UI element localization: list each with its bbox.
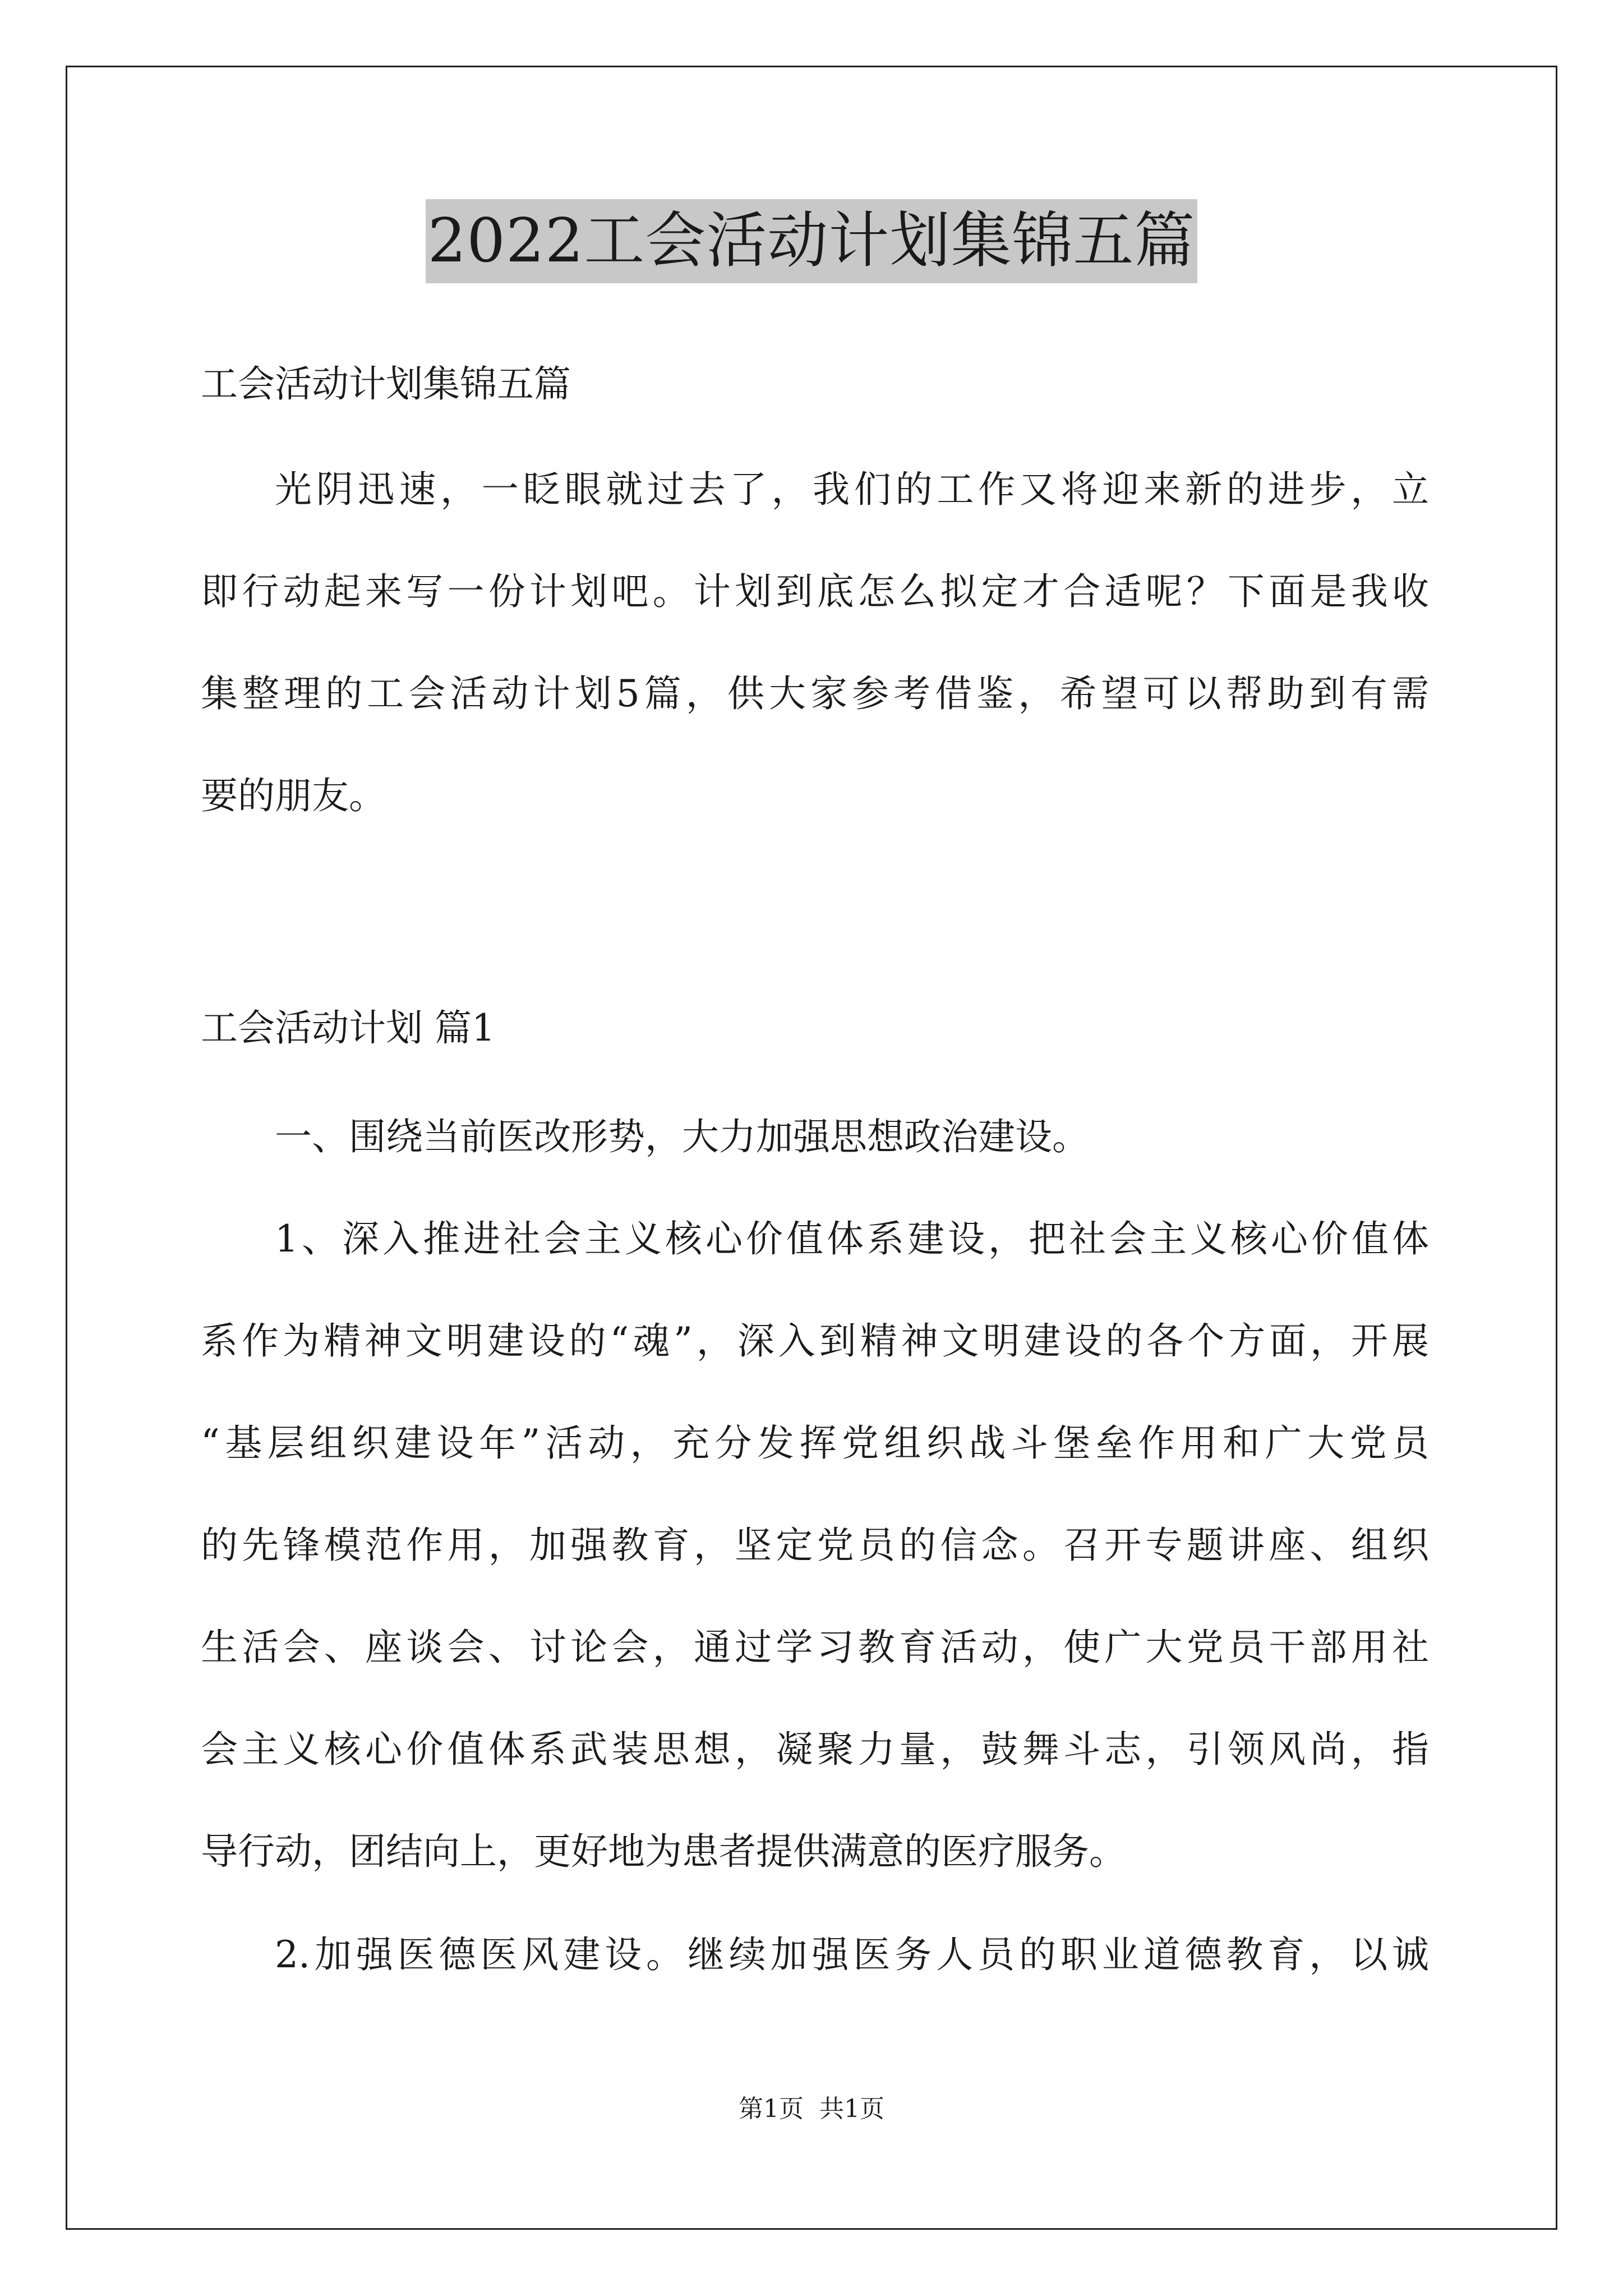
document-title: 2022工会活动计划集锦五篇 (426, 199, 1198, 283)
section-heading: 工会活动计划 篇1 (201, 1006, 495, 1050)
page-footer (0, 2092, 1623, 2126)
intro-line-3: 集整理的工会活动计划5篇，供大家参考借鉴，希望可以帮助到有需 (201, 672, 1429, 715)
intro-line-2: 即行动起来写一份计划吧。计划到底怎么拟定才合适呢？下面是我收 (201, 570, 1429, 613)
item-1-line-4: 的先锋模范作用，加强教育，坚定党员的信念。召开专题讲座、组织 (201, 1524, 1429, 1567)
item-1-line-6: 会主义核心价值体系武装思想，凝聚力量，鼓舞斗志，引领风尚，指 (201, 1728, 1429, 1771)
total-pages: 共1页 (819, 2095, 884, 2123)
document-subtitle: 工会活动计划集锦五篇 (201, 362, 571, 406)
item-1-line-2: 系作为精神文明建设的“魂”，深入到精神文明建设的各个方面，开展 (201, 1319, 1429, 1363)
intro-line-1: 光阴迅速，一眨眼就过去了，我们的工作又将迎来新的进步，立 (275, 468, 1429, 511)
item-1-line-7: 导行动，团结向上，更好地为患者提供满意的医疗服务。 (201, 1830, 1126, 1873)
item-1-line-5: 生活会、座谈会、讨论会，通过学习教育活动，使广大党员干部用社 (201, 1626, 1429, 1669)
point-one-heading: 一、围绕当前医改形势，大力加强思想政治建设。 (275, 1115, 1089, 1158)
title-area (0, 199, 1623, 283)
item-2-line-1: 2.加强医德医风建设。继续加强医务人员的职业道德教育，以诚 (275, 1933, 1429, 1976)
page-number: 第1页 (739, 2095, 804, 2123)
intro-line-4: 要的朋友。 (201, 774, 386, 817)
item-1-line-1: 1、深入推进社会主义核心价值体系建设，把社会主义核心价值体 (275, 1217, 1429, 1260)
item-1-line-3: “基层组织建设年”活动，充分发挥党组织战斗堡垒作用和广大党员 (201, 1421, 1429, 1465)
